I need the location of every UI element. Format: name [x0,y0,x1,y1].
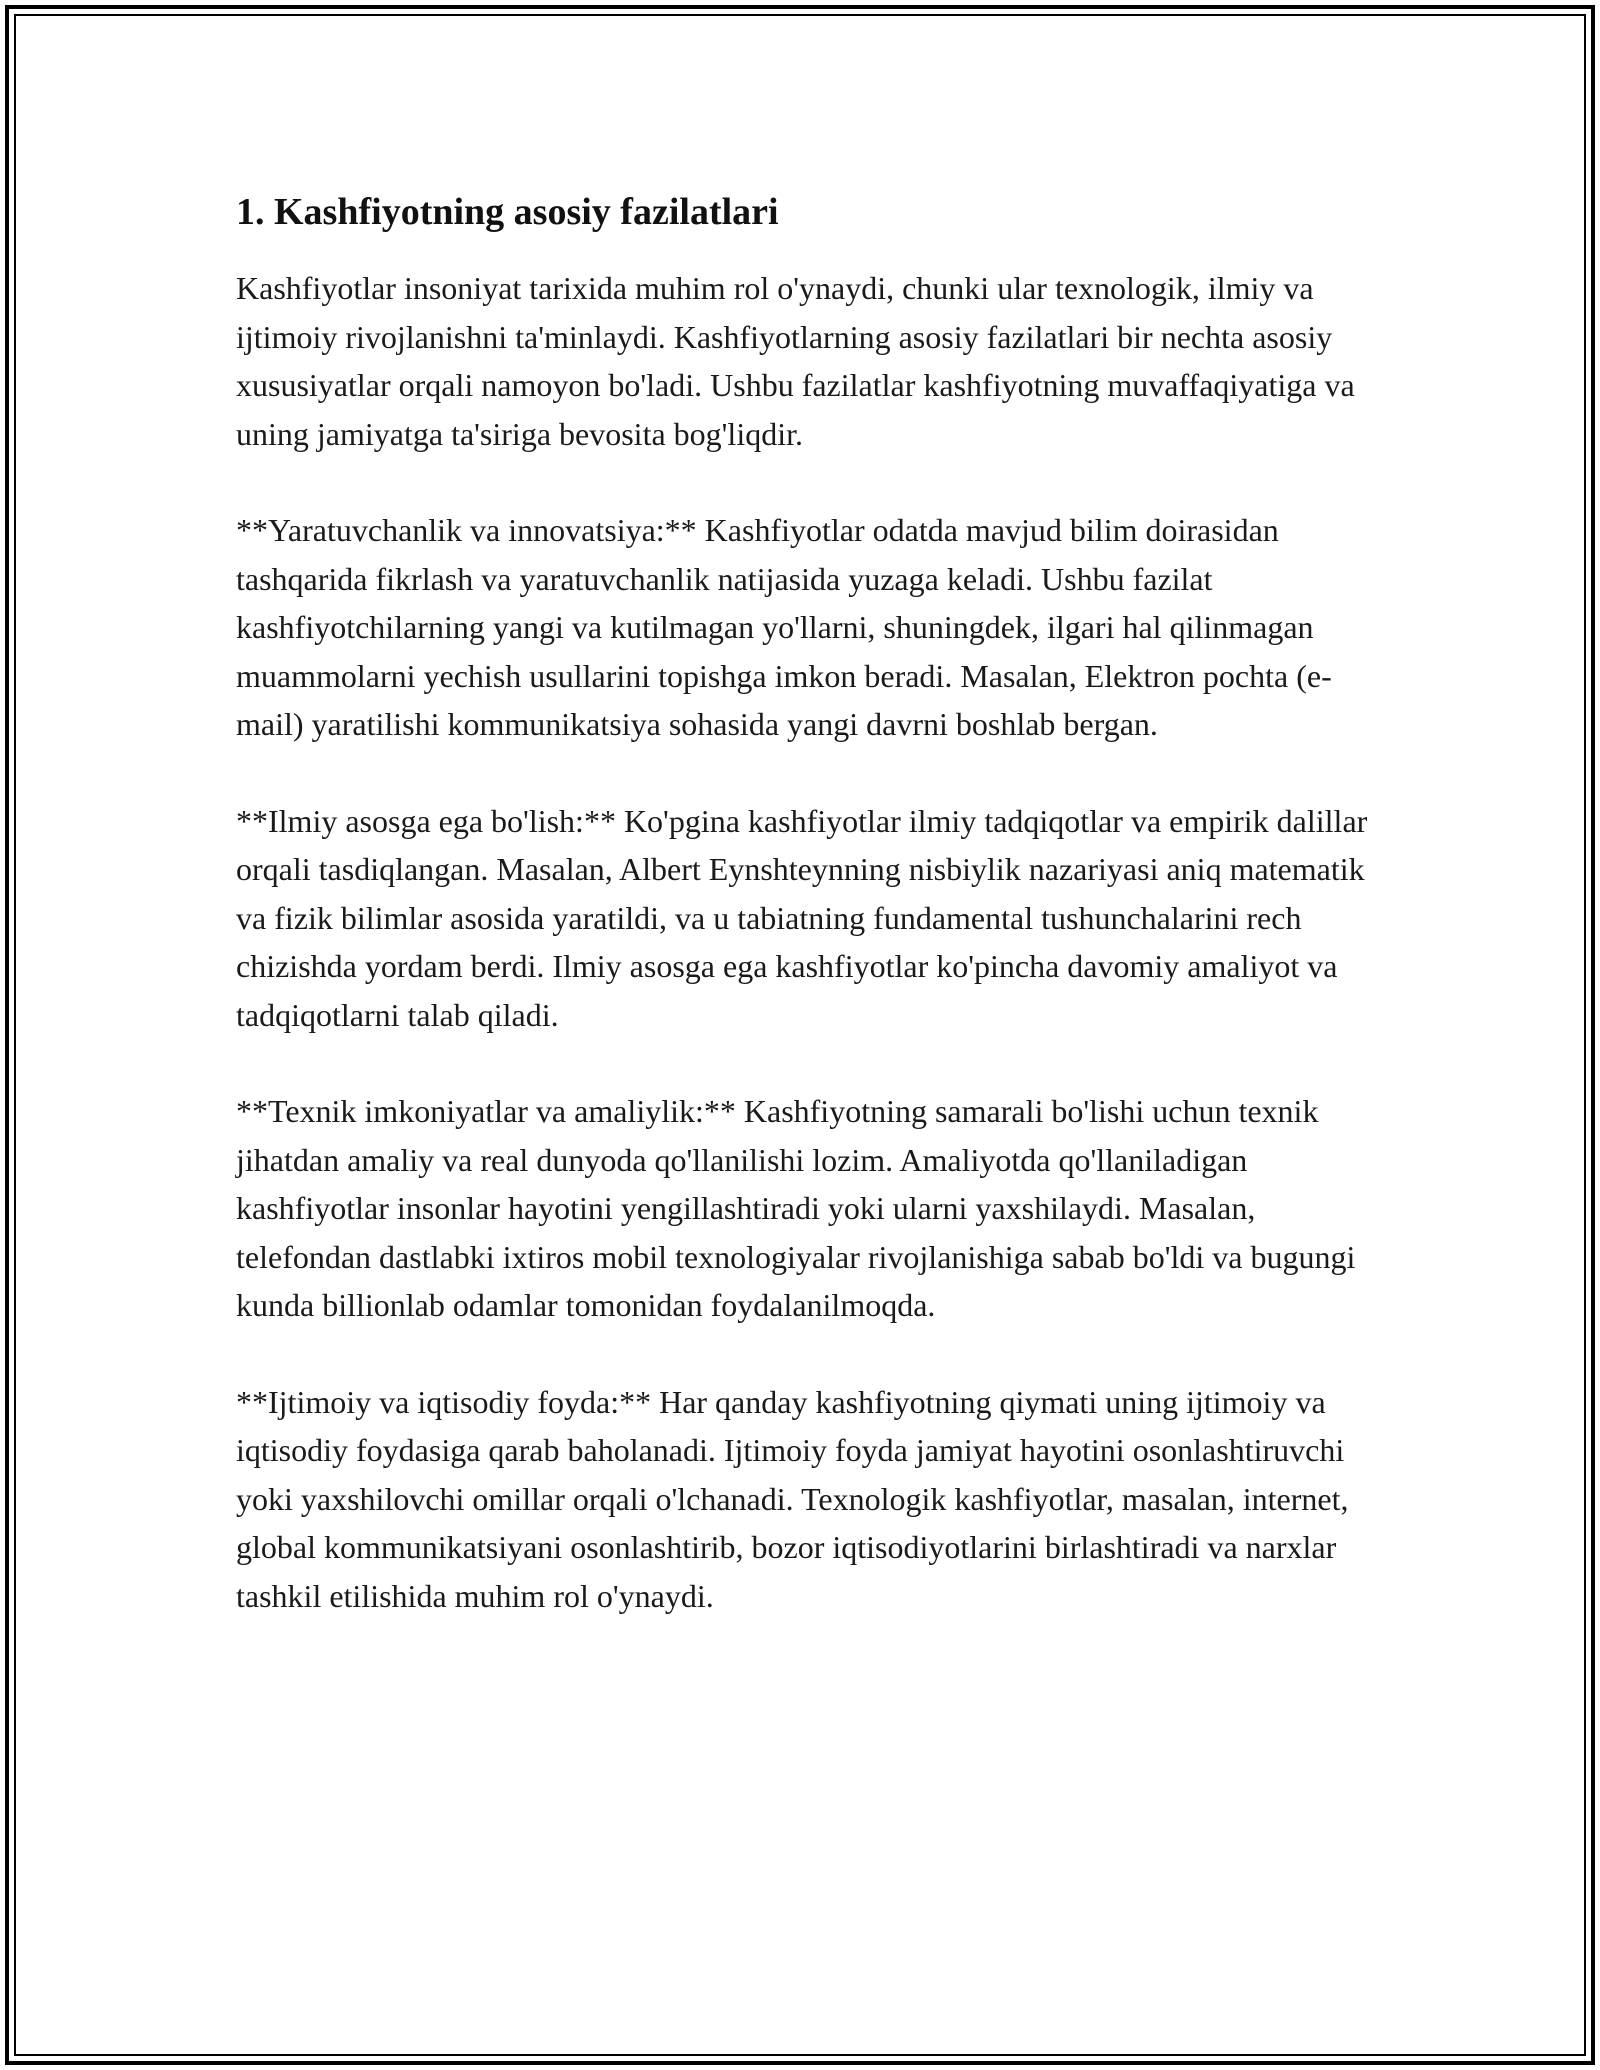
section-heading: 1. Kashfiyotning asosiy fazilatlari [236,191,779,233]
paragraph-scientific-basis: **Ilmiy asosga ega bo'lish:** Ko'pgina kashfiyotlar ilmiy tadqiqotlar va empirik dalillar orqali tasdiqlangan. Masalan, Albert Eynshteynning nisbiylik nazariyasi aniq matematik va fizik bilimlar asosida yaratildi, va u tabiatning fundamental tushunchalarini rech chizishda yordam berdi. Ilmiy asosga ega kashfiyotlar ko'pincha davomiy amaliyot va tadqiqotlarni talab qiladi. [236,802,1368,1033]
paragraph-intro: Kashfiyotlar insoniyat tarixida muhim rol o'ynaydi, chunki ular texnologik, ilmiy va ijtimoiy rivojlanishni ta'minlaydi. Kashfiyotlarning asosiy fazilatlari bir nechta asosiy xususiyatlar orqali namoyon bo'ladi. Ushbu fazilatlar kashfiyotning muvaffaqiyatiga va uning jamiyatga ta'siriga bevosita bog'liqdir. [236,270,1355,452]
document-body [236,186,1376,1668]
paragraph-social-economic-benefit: **Ijtimoiy va iqtisodiy foyda:** Har qanday kashfiyotning qiymati uning ijtimoiy va iqtisodiy foydasiga qarab baholanadi. Ijtimoiy foyda jamiyat hayotini osonlashtiruvchi yoki yaxshilovchi omillar orqali o'lchanadi. Texnologik kashfiyotlar, masalan, internet, global kommunikatsiyani osonlashtirib, bozor iqtisodiyotlarini birlashtiradi va narxlar tashkil etilishida muhim rol o'ynaydi. [236,1383,1349,1614]
paragraph-creativity: **Yaratuvchanlik va innovatsiya:** Kashfiyotlar odatda mavjud bilim doirasidan tashqarida fikrlash va yaratuvchanlik natijasida yuzaga keladi. Ushbu fazilat kashfiyotchilarning yangi va kutilmagan yo'llarni, shuningdek, ilgari hal qilinmagan muammolarni yechish usullarini topishga imkon beradi. Masalan, Elektron pochta (e-mail) yaratilishi kommunikatsiya sohasida yangi davrni boshlab bergan. [236,512,1332,742]
paragraph-technical-practicality: **Texnik imkoniyatlar va amaliylik:** Kashfiyotning samarali bo'lishi uchun texnik jihatdan amaliy va real dunyoda qo'llanilishi lozim. Amaliyotda qo'llaniladigan kashfiyotlar insonlar hayotini yengillashtiradi yoki ularni yaxshilaydi. Masalan, telefondan dastlabki ixtiros mobil texnologiyalar rivojlanishiga sabab bo'ldi va bugungi kunda billionlab odamlar tomonidan foydalanilmoqda. [236,1093,1356,1323]
